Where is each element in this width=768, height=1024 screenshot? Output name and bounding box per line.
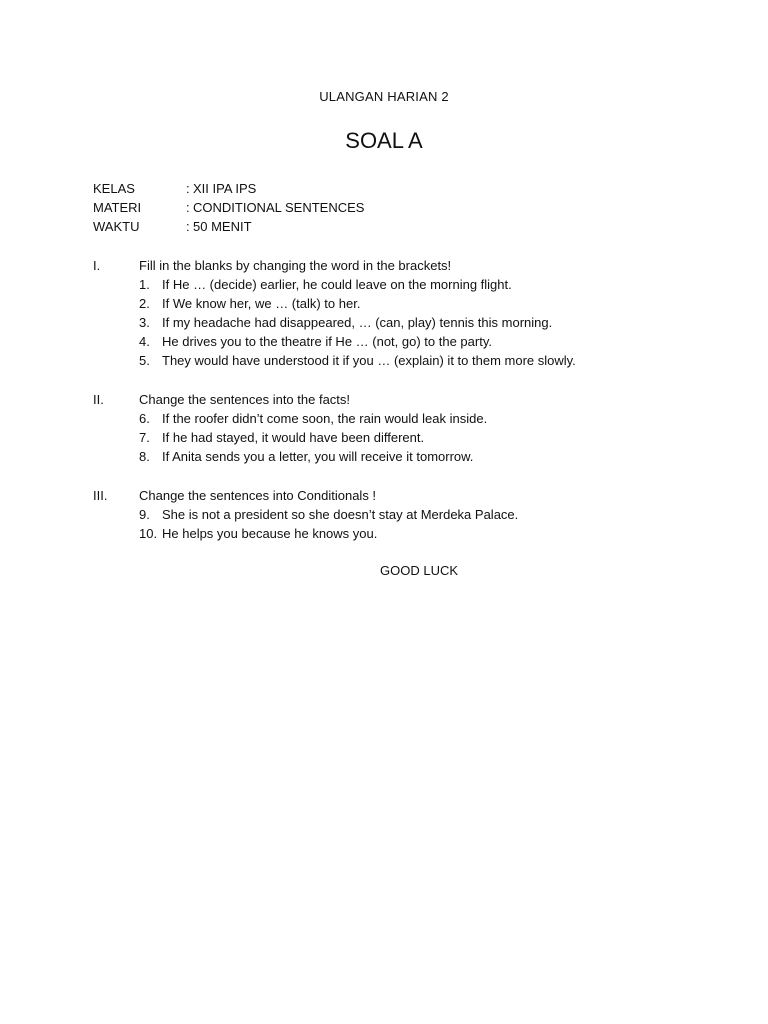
info-row-materi	[93, 198, 364, 217]
question-number: 7.	[139, 430, 150, 445]
question-number: 1.	[139, 277, 150, 292]
info-colon: :	[186, 181, 190, 196]
section-heading	[93, 390, 487, 409]
question-text: He drives you to the theatre if He … (not, go) to the party.	[162, 334, 492, 349]
question-item	[139, 275, 576, 294]
question-text: They would have understood it if you … (explain) it to them more slowly.	[162, 353, 576, 368]
question-text: If he had stayed, it would have been different.	[162, 430, 425, 445]
question-text: She is not a president so she doesn’t stay at Merdeka Palace.	[162, 507, 519, 522]
question-item	[139, 447, 487, 466]
info-colon: :	[186, 200, 190, 215]
question-item	[139, 409, 487, 428]
question-item	[139, 294, 576, 313]
section-heading	[93, 486, 518, 505]
section-number: III.	[93, 488, 108, 503]
question-text: If We know her, we … (talk) to her.	[162, 296, 361, 311]
question-item	[139, 332, 576, 351]
question-list	[139, 275, 576, 370]
info-row-kelas	[93, 179, 364, 198]
question-item	[139, 351, 576, 370]
question-text: If the roofer didn’t come soon, the rain would leak inside.	[162, 411, 488, 426]
exam-info	[93, 179, 364, 236]
question-item	[139, 524, 518, 543]
info-value: 50 MENIT	[193, 219, 252, 234]
section-instruction: Change the sentences into the facts!	[139, 392, 351, 407]
question-list	[139, 505, 518, 543]
section-1	[93, 256, 576, 370]
question-number: 5.	[139, 353, 150, 368]
info-label: KELAS	[93, 181, 135, 196]
section-instruction: Change the sentences into Conditionals !	[139, 488, 377, 503]
question-number: 3.	[139, 315, 150, 330]
question-number: 10.	[139, 526, 158, 541]
section-number: II.	[93, 392, 104, 407]
question-text: If He … (decide) earlier, he could leave on the morning flight.	[162, 277, 512, 292]
question-item	[139, 313, 576, 332]
question-number: 9.	[139, 507, 150, 522]
section-2	[93, 390, 487, 466]
question-number: 8.	[139, 449, 150, 464]
question-text: If my headache had disappeared, … (can, play) tennis this morning.	[162, 315, 553, 330]
question-number: 6.	[139, 411, 150, 426]
info-label: WAKTU	[93, 219, 140, 234]
question-list	[139, 409, 487, 466]
section-3	[93, 486, 518, 543]
info-label: MATERI	[93, 200, 142, 215]
closing-text: GOOD LUCK	[380, 563, 459, 578]
question-text: If Anita sends you a letter, you will receive it tomorrow.	[162, 449, 474, 464]
question-item	[139, 428, 487, 447]
info-colon: :	[186, 219, 190, 234]
section-heading	[93, 256, 576, 275]
info-value: CONDITIONAL SENTENCES	[193, 200, 365, 215]
info-value: XII IPA IPS	[193, 181, 257, 196]
question-number: 4.	[139, 334, 150, 349]
exam-title: SOAL A	[345, 128, 423, 153]
question-text: He helps you because he knows you.	[162, 526, 378, 541]
question-item	[139, 505, 518, 524]
question-number: 2.	[139, 296, 150, 311]
section-instruction: Fill in the blanks by changing the word in the brackets!	[139, 258, 452, 273]
section-number: I.	[93, 258, 101, 273]
exam-subtitle: ULANGAN HARIAN 2	[319, 89, 449, 104]
info-row-waktu	[93, 217, 364, 236]
